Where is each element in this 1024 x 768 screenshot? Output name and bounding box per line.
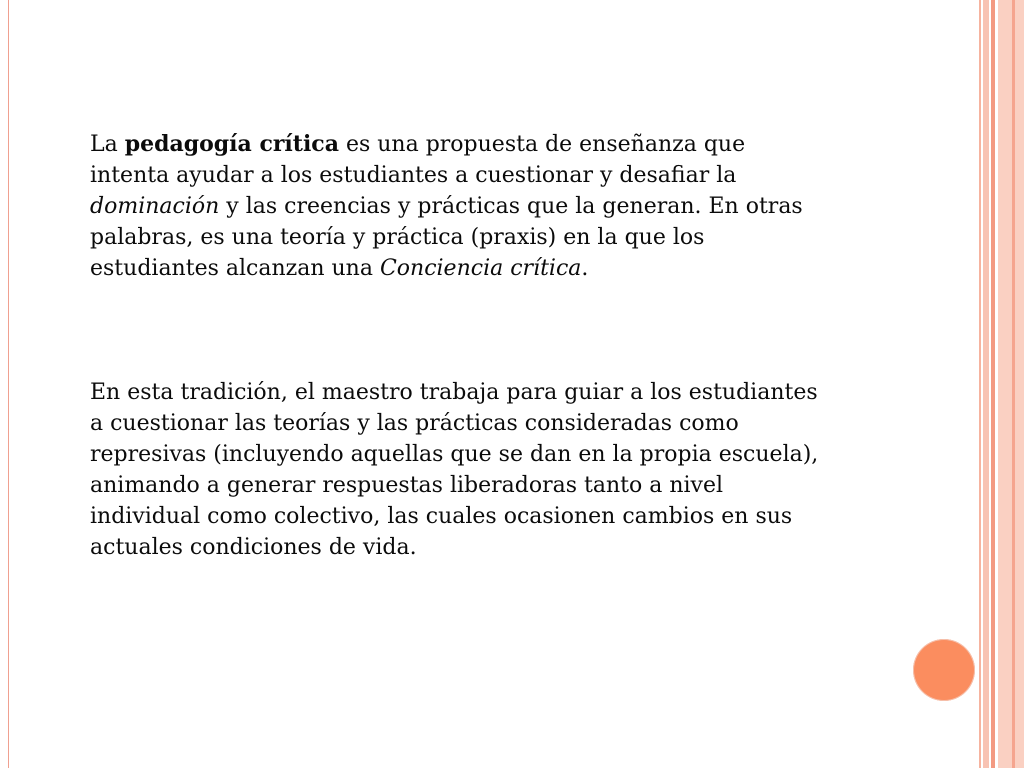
right-decorative-stripe bbox=[998, 0, 1024, 768]
paragraph-tradicion: En esta tradición, el maestro trabaja para guiar a los estudiantes a cuestionar las teorías y las prácticas consideradas como represivas (incluyendo aquellas que se dan en la propia escuela), animando a generar respuestas liberadoras tanto a nivel individual como colectivo, las cuales ocasionen cambios en sus actuales condiciones de vida. bbox=[90, 380, 819, 560]
right-decorative-stripe bbox=[979, 0, 981, 768]
italic-term: dominación bbox=[90, 194, 220, 219]
bold-term: pedagogía crítica bbox=[124, 131, 339, 157]
right-decorative-stripe bbox=[983, 0, 989, 768]
italic-term: Conciencia crítica bbox=[379, 256, 582, 281]
right-decorative-stripe bbox=[1012, 0, 1015, 768]
paragraph-1-text: . bbox=[581, 256, 589, 281]
paragraph-pedagogia-critica bbox=[90, 129, 830, 284]
left-border-line bbox=[8, 0, 9, 768]
right-decorative-stripe bbox=[991, 0, 995, 768]
paragraph-1-text: y las creencias y prácticas que la generan. En otras palabras, es una teoría y práctica (praxis) en la que los estudiantes alcanzan una bbox=[90, 194, 803, 281]
slide-body bbox=[90, 129, 830, 563]
decorative-orb bbox=[913, 639, 975, 701]
paragraph-1-text: es una propuesta de enseñanza que intenta ayudar a los estudiantes a cuestionar y desafiar la bbox=[90, 132, 746, 188]
paragraph-1-text: La bbox=[90, 132, 125, 157]
